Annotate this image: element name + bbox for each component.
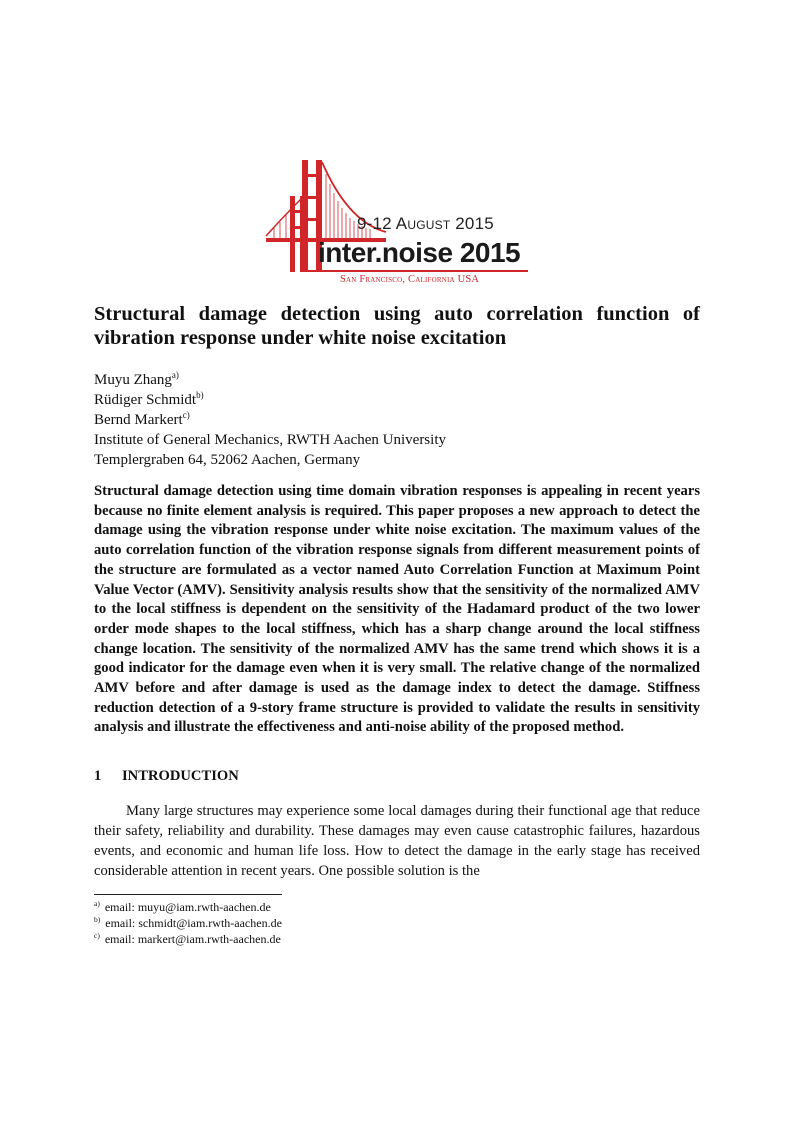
footnote-text: email: schmidt@iam.rwth-aachen.de xyxy=(105,916,282,930)
author-name: Muyu Zhang xyxy=(94,372,172,388)
paper-title: Structural damage detection using auto correlation function of vibration response under white noise excitation xyxy=(94,303,700,349)
conference-date: 9-12 August 2015 xyxy=(357,214,494,233)
author-name: Bernd Markert xyxy=(94,412,183,428)
author-block xyxy=(94,370,700,470)
footnote xyxy=(94,899,282,915)
section-title: INTRODUCTION xyxy=(122,768,239,784)
section-number: 1 xyxy=(94,768,102,784)
footnote-divider xyxy=(94,894,282,895)
footnote-text: email: markert@iam.rwth-aachen.de xyxy=(104,932,281,946)
conference-location: San Francisco, California USA xyxy=(340,274,480,285)
section-heading xyxy=(94,766,700,786)
address: Templergraben 64, 52062 Aachen, Germany xyxy=(94,452,361,468)
author-line xyxy=(94,370,700,390)
conference-name: inter.noise 2015 xyxy=(318,237,521,268)
footnotes xyxy=(94,899,282,947)
footnote-mark: b) xyxy=(94,915,101,924)
author-mark: b) xyxy=(196,390,204,400)
footnote xyxy=(94,931,282,947)
affiliation: Institute of General Mechanics, RWTH Aachen University xyxy=(94,432,446,448)
footnote xyxy=(94,915,282,931)
footnote-mark: a) xyxy=(94,899,100,908)
author-line xyxy=(94,390,700,410)
author-mark: a) xyxy=(171,370,179,380)
footnote-mark: c) xyxy=(94,931,100,940)
author-name: Rüdiger Schmidt xyxy=(94,392,197,408)
abstract: Structural damage detection using time domain vibration responses is appealing in recent years because no finite element analysis is required. This paper proposes a new approach to detect the damage using the vibration response under white noise excitation. The maximum values of the auto correlation function of the vibration response signals from different measurement points of the structure are formulated as a vector named Auto Correlation Function at Maximum Point Value Vector (AMV). Sensitivity analysis results show that the sensitivity of the normalized AMV to the local stiffness is dependent on the sensitivity of the Hadamard product of the two lower order mode shapes to the local stiffness, which has a sharp change around the local stiffness change location. The sensitivity of the normalized AMV has the same trend which shows it is a good indicator for the damage even when it is very small. The relative change of the normalized AMV before and after damage is used as the damage index to detect the damage. Stiffness reduction detection of a 9-story frame structure is provided to validate the results in sensitivity analysis and illustrate the effectiveness and anti-noise ability of the proposed method. xyxy=(94,483,700,736)
footnote-text: email: muyu@iam.rwth-aachen.de xyxy=(104,900,271,914)
intro-paragraph: Many large structures may experience some local damages during their functional age that reduce their safety, reliability and durability. These damages may even cause catastrophic failures, hazardous events, and economic and human life loss. How to detect the damage in the early stage has received considerable attention in recent years. One possible solution is the xyxy=(94,803,700,879)
author-line xyxy=(94,410,700,430)
author-mark: c) xyxy=(182,410,190,420)
